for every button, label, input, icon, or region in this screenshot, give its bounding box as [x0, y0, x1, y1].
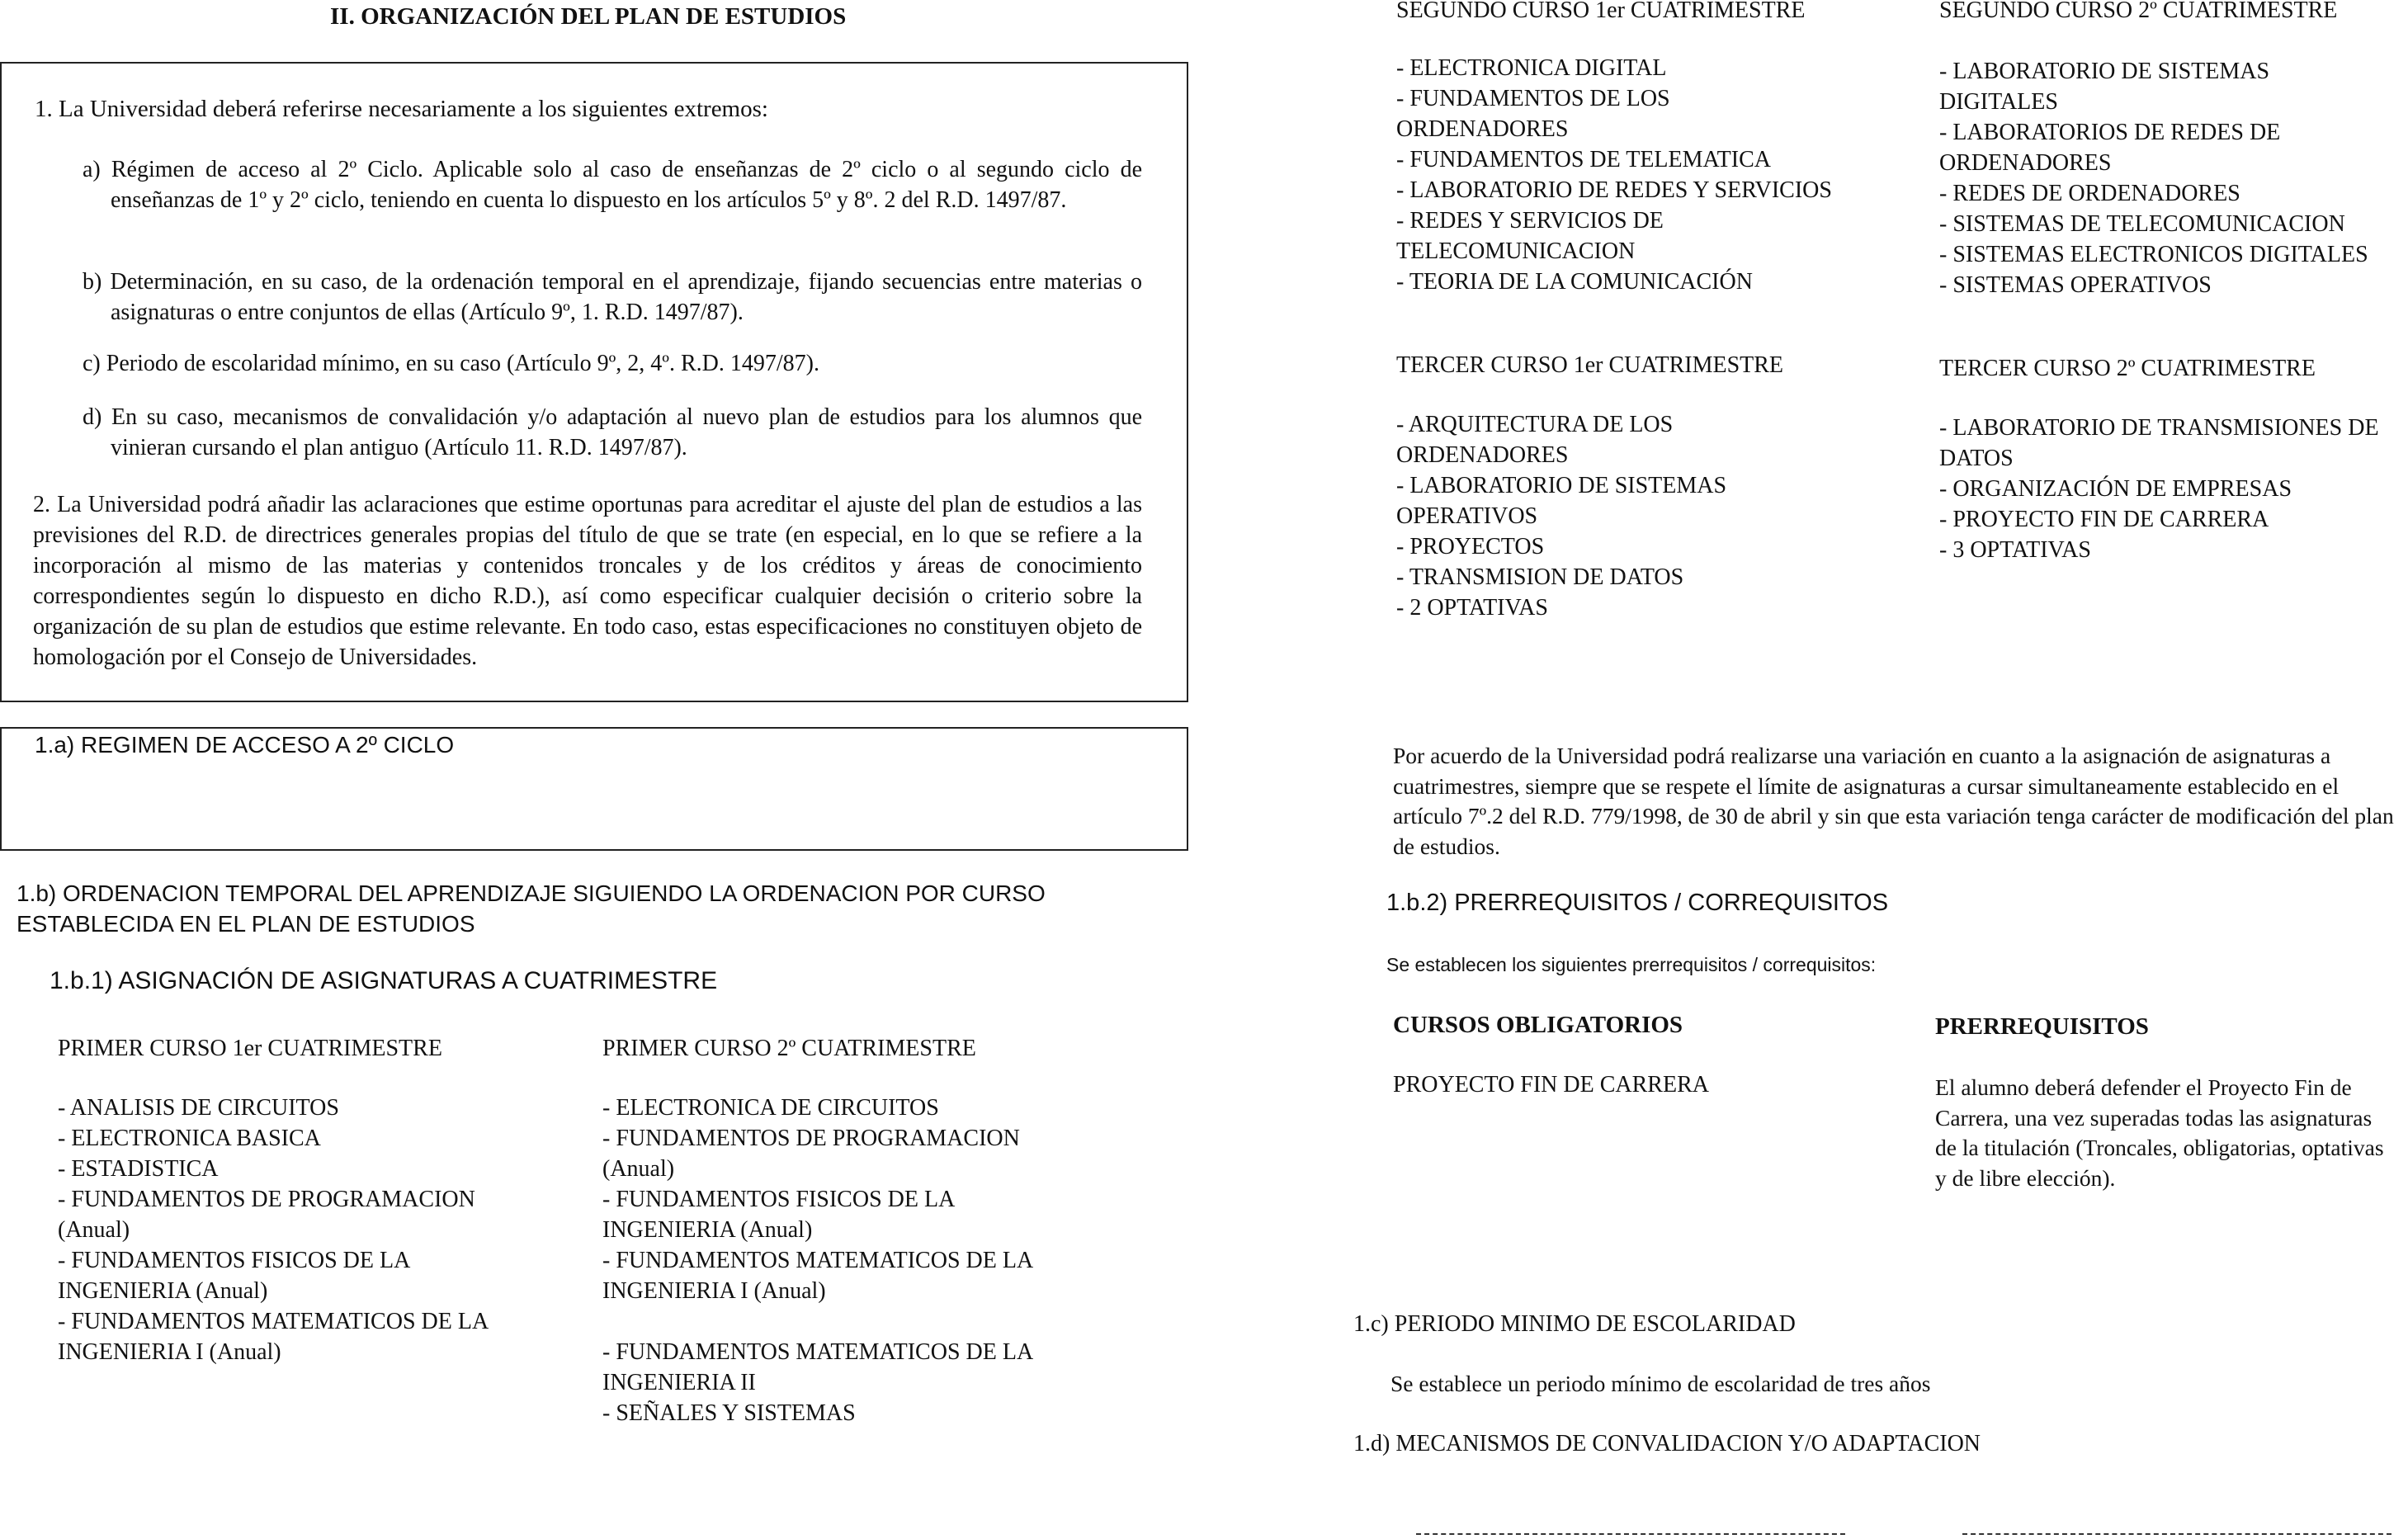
list-line: - REDES DE ORDENADORES [1939, 181, 2240, 206]
primer-curso-2-title: PRIMER CURSO 2º CUATRIMESTRE [602, 1036, 976, 1061]
prerrequisitos-intro: Se establecen los siguientes prerrequisitos / correquisitos: [1386, 954, 1877, 975]
list-line: - 3 OPTATIVAS [1939, 537, 2091, 563]
list-line: - ANALISIS DE CIRCUITOS [58, 1095, 339, 1121]
list-line: - FUNDAMENTOS FISICOS DE LA [602, 1187, 956, 1212]
list-line: ORDENADORES [1396, 442, 1569, 468]
list-line: - FUNDAMENTOS DE PROGRAMACION [602, 1126, 1020, 1151]
list-line: INGENIERIA I (Anual) [58, 1339, 281, 1365]
segundo-curso-1-title: SEGUNDO CURSO 1er CUATRIMESTRE [1396, 0, 1806, 23]
section-title: II. ORGANIZACIÓN DEL PLAN DE ESTUDIOS [330, 3, 847, 30]
ordenacion-line-2: ESTABLECIDA EN EL PLAN DE ESTUDIOS [17, 911, 475, 937]
list-line: - SISTEMAS ELECTRONICOS DIGITALES [1939, 242, 2368, 267]
instructions-box [0, 62, 1188, 702]
tercer-curso-1-title: TERCER CURSO 1er CUATRIMESTRE [1396, 352, 1784, 378]
mecanismos-title: 1.d) MECANISMOS DE CONVALIDACION Y/O ADAPTACION [1353, 1431, 1981, 1456]
list-line: DIGITALES [1939, 89, 2058, 115]
instruction-d-text: En su caso, mecanismos de convalidación y/o adaptación al nuevo plan de estudios para los alumnos que vinieran cursando el plan antiguo (Artículo 11. R.D. 1497/87). [111, 404, 1143, 460]
prerrequisitos-title: 1.b.2) PRERREQUISITOS / CORREQUISITOS [1386, 890, 1889, 916]
asignacion-title: 1.b.1) ASIGNACIÓN DE ASIGNATURAS A CUATRIMESTRE [50, 967, 718, 994]
list-line [602, 1306, 1131, 1337]
list-line: - 2 OPTATIVAS [1396, 595, 1548, 621]
list-line: ORDENADORES [1939, 150, 2112, 176]
list-line: - SISTEMAS OPERATIVOS [1939, 272, 2212, 298]
instruction-a [83, 154, 1142, 215]
regimen-acceso-title: 1.a) REGIMEN DE ACCESO A 2º CICLO [35, 732, 455, 758]
instruction-c-text: Periodo de escolaridad mínimo, en su caso (Artículo 9º, 2, 4º. R.D. 1497/87). [106, 351, 819, 376]
signature-line-left [1416, 1533, 1845, 1535]
list-line: - TEORIA DE LA COMUNICACIÓN [1396, 269, 1753, 295]
column-header-cursos: CURSOS OBLIGATORIOS [1393, 1012, 1683, 1038]
signature-line-right [1962, 1533, 2391, 1535]
list-line: OPERATIVOS [1396, 503, 1538, 529]
list-line: - SEÑALES Y SISTEMAS [602, 1400, 856, 1426]
tercer-curso-2-list [1939, 413, 2408, 565]
periodo-title: 1.c) PERIODO MINIMO DE ESCOLARIDAD [1353, 1311, 1796, 1337]
primer-curso-2-list [602, 1093, 1131, 1428]
instruction-c [83, 348, 1142, 379]
segundo-curso-1-list [1396, 53, 1908, 297]
list-line: - PROYECTO FIN DE CARRERA [1939, 507, 2269, 532]
list-line: - ELECTRONICA DIGITAL [1396, 55, 1667, 81]
list-line: - ARQUITECTURA DE LOS [1396, 412, 1674, 437]
segundo-curso-2-list [1939, 56, 2401, 300]
list-line: - FUNDAMENTOS MATEMATICOS DE LA [602, 1248, 1034, 1273]
list-line: INGENIERIA (Anual) [58, 1278, 268, 1304]
list-line: - FUNDAMENTOS DE TELEMATICA [1396, 147, 1771, 172]
instruction-item-1: 1. La Universidad deberá referirse necesariamente a los siguientes extremos: [35, 96, 768, 122]
column-header-prerrequisitos: PRERREQUISITOS [1935, 1013, 2149, 1040]
instruction-b-prefix: b) [83, 269, 102, 295]
list-line: DATOS [1939, 446, 2014, 471]
list-line: (Anual) [58, 1217, 130, 1243]
segundo-curso-2-title: SEGUNDO CURSO 2º CUATRIMESTRE [1939, 0, 2338, 23]
instruction-d-prefix: d) [83, 404, 102, 430]
list-line: ORDENADORES [1396, 116, 1569, 142]
list-line: - REDES Y SERVICIOS DE [1396, 208, 1664, 234]
acuerdo-paragraph: Por acuerdo de la Universidad podrá realizarse una variación en cuanto a la asignación de asignaturas a cuatrimestres, siempre que se respete el límite de asignaturas a cursar simultaneamente establecido en el artículo 7º.2 del R.D. 779/1998, de 30 de abril y sin que esta variación tenga carácter de modificación del plan de estudios. [1393, 743, 2394, 859]
list-line: - FUNDAMENTOS FISICOS DE LA [58, 1248, 411, 1273]
instruction-a-prefix: a) [83, 157, 101, 182]
curso-name: PROYECTO FIN DE CARRERA [1393, 1072, 1709, 1098]
primer-curso-1-list [58, 1093, 586, 1367]
list-line: - FUNDAMENTOS DE LOS [1396, 86, 1670, 111]
list-line: INGENIERIA I (Anual) [602, 1278, 826, 1304]
curso-prerrequisito: El alumno deberá defender el Proyecto Fin de Carrera, una vez superadas todas las asignaturas de la titulación (Troncales, obligatorias, optativas y de libre elección). [1935, 1074, 2384, 1191]
list-line: - TRANSMISION DE DATOS [1396, 564, 1684, 590]
list-line: - ESTADISTICA [58, 1156, 219, 1182]
instruction-a-text: Régimen de acceso al 2º Ciclo. Aplicable solo al caso de enseñanzas de 2º ciclo o al segundo ciclo de enseñanzas de 1º y 2º ciclo, teniendo en cuenta lo dispuesto en los artículos 5º y 8º. 2 del R.D. 1497/87. [111, 157, 1142, 213]
list-line: - ELECTRONICA BASICA [58, 1126, 321, 1151]
list-line: - SISTEMAS DE TELECOMUNICACION [1939, 211, 2345, 237]
list-line: - FUNDAMENTOS MATEMATICOS DE LA [602, 1339, 1034, 1365]
list-line: - LABORATORIO DE REDES Y SERVICIOS [1396, 177, 1832, 203]
instruction-item-2: 2. La Universidad podrá añadir las aclaraciones que estime oportunas para acreditar el ajuste del plan de estudios a las previsiones del R.D. de directrices generales propias del título de que se trate (en especial, en lo que se refiere a la incorporación al mismo de las materias y contenidos troncales y de los créditos y áreas de conocimiento correspondientes según lo dispuesto en dicho R.D.), así como especificar cualquier decisión o criterio sobre la organización de su plan de estudios que estime relevante. En todo caso, estas especificaciones no constituyen objeto de homologación por el Consejo de Universidades. [33, 492, 1142, 670]
list-line: INGENIERIA (Anual) [602, 1217, 813, 1243]
list-line: INGENIERIA II [602, 1370, 756, 1395]
list-line: - ORGANIZACIÓN DE EMPRESAS [1939, 476, 2292, 502]
list-line: - PROYECTOS [1396, 534, 1545, 559]
list-line: - FUNDAMENTOS DE PROGRAMACION [58, 1187, 475, 1212]
periodo-text: Se establece un periodo mínimo de escolaridad de tres años [1391, 1371, 1931, 1396]
list-line: - FUNDAMENTOS MATEMATICOS DE LA [58, 1309, 489, 1334]
list-line: - LABORATORIO DE SISTEMAS [1396, 473, 1727, 498]
instruction-c-prefix: c) [83, 351, 101, 376]
list-line: (Anual) [602, 1156, 675, 1182]
list-line: - LABORATORIOS DE REDES DE [1939, 120, 2281, 145]
list-line: TELECOMUNICACION [1396, 238, 1636, 264]
list-line: - LABORATORIO DE SISTEMAS [1939, 59, 2270, 84]
instruction-b-text: Determinación, en su caso, de la ordenación temporal en el aprendizaje, fijando secuencias entre materias o asignaturas o entre conjuntos de ellas (Artículo 9º, 1. R.D. 1497/87). [110, 269, 1143, 325]
list-line: - ELECTRONICA DE CIRCUITOS [602, 1095, 939, 1121]
list-line: - LABORATORIO DE TRANSMISIONES DE [1939, 415, 2379, 441]
instruction-d [83, 402, 1142, 463]
primer-curso-1-title: PRIMER CURSO 1er CUATRIMESTRE [58, 1036, 442, 1061]
ordenacion-line-1: 1.b) ORDENACION TEMPORAL DEL APRENDIZAJE SIGUIENDO LA ORDENACION POR CURSO [17, 880, 1046, 906]
regimen-acceso-box [0, 727, 1188, 851]
tercer-curso-2-title: TERCER CURSO 2º CUATRIMESTRE [1939, 356, 2316, 381]
instruction-b [83, 267, 1142, 328]
tercer-curso-1-list [1396, 409, 1908, 623]
